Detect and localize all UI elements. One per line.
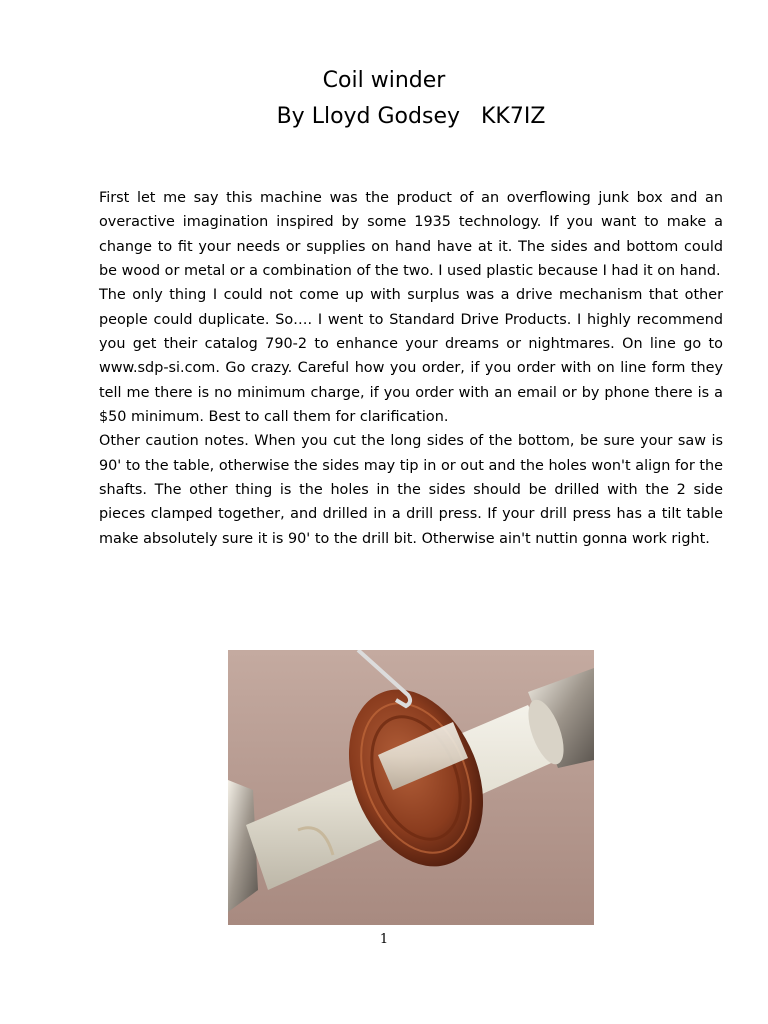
page-number: 1 — [379, 932, 389, 947]
document-byline: By Lloyd Godsey KK7IZ — [276, 104, 546, 129]
body-text — [99, 186, 723, 551]
paragraph-caution-notes: Other caution notes. When you cut the long sides of the bottom, be sure your saw is 90' to the table, otherwise the sides may tip in or out and the holes won't align for the shafts. The other thing is the holes in the sides should be drilled with the 2 side pieces clamped together, and drilled in a drill press. If your drill press has a tilt table make absolutely sure it is 90' to the drill bit. Otherwise ain't nuttin gonna work right. — [99, 433, 723, 547]
paragraph-drive-mechanism: The only thing I could not come up with surplus was a drive mechanism that other people could duplicate. So…. I went to Standard Drive Products. I highly recommend you get their catalog 790-2 to enhance your dreams or nightmares. On line go to www.sdp-si.com. Go crazy. Careful how you order, if you order with on line form they tell me there is no minimum charge, if you order with an email or by phone there is a $50 minimum. Best to call them for clarification. — [99, 287, 723, 426]
document-title: Coil winder — [322, 68, 446, 93]
coil-photo — [228, 650, 594, 925]
paragraph-intro: First let me say this machine was the product of an overflowing junk box and an overactive imagination inspired by some 1935 technology. If you want to make a change to fit your needs or supplies on hand have at it. The sides and bottom could be wood or metal or a combination of the two. I used plastic because I had it on hand. — [99, 190, 723, 280]
